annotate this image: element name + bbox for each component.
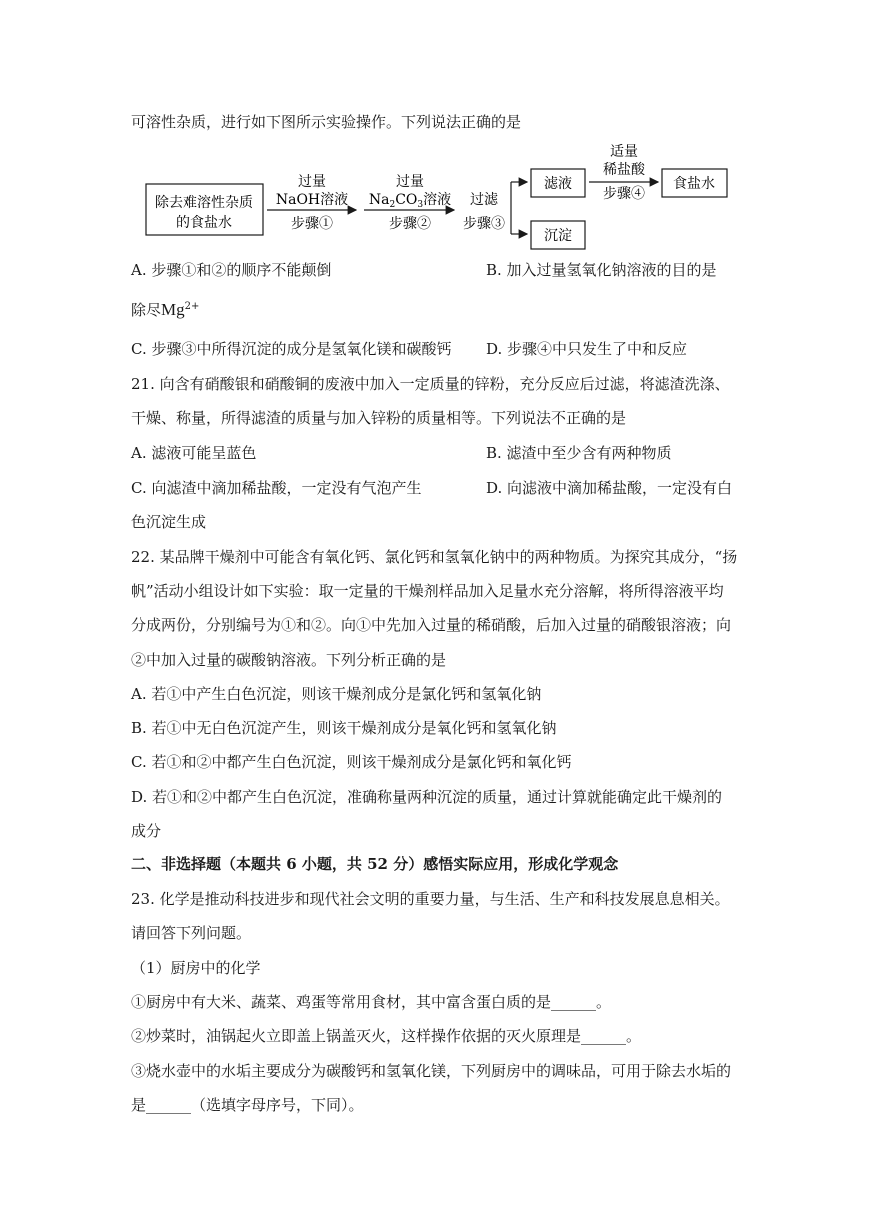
step4-label: 步骤④ (603, 186, 645, 202)
step2-amount: 过量 (396, 174, 424, 190)
q22-option-b: B. 若①中无白色沉淀产生，则该干燥剂成分是氧化钙和氢氧化钠 (131, 719, 557, 737)
q21-option-a: A. 滤液可能呈蓝色 (131, 444, 257, 462)
q22-stem-line1: 22. 某品牌干燥剂中可能含有氧化钙、氯化钙和氢氧化钠中的两种物质。为探究其成分，“扬 (131, 548, 738, 566)
q22-stem-line4: ②中加入过量的碳酸钠溶液。下列分析正确的是 (131, 651, 447, 669)
section-heading: 二、非选择题（本题共 6 小题，共 52 分）感悟实际应用，形成化学观念 (131, 855, 619, 873)
step2-label: 步骤② (389, 216, 431, 232)
step1-reagent: NaOH溶液 (275, 192, 349, 208)
filtrate-label: 滤液 (544, 176, 572, 192)
q20-option-c: C. 步骤③中所得沉淀的成分是氢氧化镁和碳酸钙 (131, 340, 452, 358)
q23-stem-line2: 请回答下列问题。 (131, 924, 252, 942)
q22-option-c: C. 若①和②中都产生白色沉淀，则该干燥剂成分是氯化钙和氧化钙 (131, 753, 572, 771)
q23-item3-line2: 是______（选填字母序号，下同）。 (131, 1096, 364, 1114)
step1-amount: 过量 (298, 174, 326, 190)
q23-item1: ①厨房中有大米、蔬菜、鸡蛋等常用食材，其中富含蛋白质的是______。 (131, 993, 612, 1011)
flowchart-diagram (131, 138, 741, 254)
q20-option-b-continued: 除尽$Mg^{2+}$ (131, 300, 200, 319)
q21-option-d-continued: 色沉淀生成 (131, 513, 207, 531)
q21-stem-line1: 21. 向含有硝酸银和硝酸铜的废液中加入一定质量的锌粉，充分反应后过滤，将滤渣洗涤、 (131, 375, 730, 393)
q20-option-a: A. 步骤①和②的顺序不能颠倒 (131, 261, 332, 279)
step2-reagent: $Na_2CO_3$溶液 (368, 192, 452, 210)
q22-option-a: A. 若①中产生白色沉淀，则该干燥剂成分是氯化钙和氢氧化钠 (131, 685, 542, 703)
q21-option-b: B. 滤渣中至少含有两种物质 (486, 444, 672, 462)
end-box-label: 食盐水 (673, 176, 715, 192)
q22-option-d-continued: 成分 (131, 822, 162, 840)
start-box-line1: 除去难溶性杂质 (155, 195, 253, 211)
step3-action: 过滤 (470, 192, 498, 208)
q22-stem-line3: 分成两份，分别编号为①和②。向①中先加入过量的稀硝酸，后加入过量的硝酸银溶液；向 (131, 616, 732, 634)
q22-option-d: D. 若①和②中都产生白色沉淀，准确称量两种沉淀的质量，通过计算就能确定此干燥剂的 (131, 788, 723, 806)
intro-line: 可溶性杂质，进行如下图所示实验操作。下列说法正确的是 (131, 113, 522, 131)
q23-stem-line1: 23. 化学是推动科技进步和现代社会文明的重要力量，与生活、生产和科技发展息息相关。 (131, 890, 730, 908)
q22-stem-line2: 帆”活动小组设计如下实验：取一定量的干燥剂样品加入足量水充分溶解，将所得溶液平均 (131, 582, 724, 600)
start-box-line2: 的食盐水 (176, 215, 232, 231)
q23-item2: ②炒菜时，油锅起火立即盖上锅盖灭火，这样操作依据的灭火原理是______。 (131, 1027, 642, 1045)
q21-option-d: D. 向滤液中滴加稀盐酸，一定没有白 (486, 479, 733, 497)
q21-option-c: C. 向滤渣中滴加稀盐酸，一定没有气泡产生 (131, 479, 422, 497)
q23-item3-line1: ③烧水壶中的水垢主要成分为碳酸钙和氢氧化镁，下列厨房中的调味品，可用于除去水垢的 (131, 1062, 732, 1080)
step1-label: 步骤① (291, 216, 333, 232)
q21-stem-line2: 干燥、称量，所得滤渣的质量与加入锌粉的质量相等。下列说法不正确的是 (131, 409, 627, 427)
q20-option-b: B. 加入过量氢氧化钠溶液的目的是 (486, 261, 717, 279)
step4-reagent: 稀盐酸 (603, 162, 645, 178)
step4-amount: 适量 (610, 144, 638, 160)
precipitate-label: 沉淀 (544, 228, 572, 244)
q20-option-d: D. 步骤④中只发生了中和反应 (486, 340, 688, 358)
q23-part1-title: （1）厨房中的化学 (131, 959, 261, 977)
step3-label: 步骤③ (463, 216, 505, 232)
